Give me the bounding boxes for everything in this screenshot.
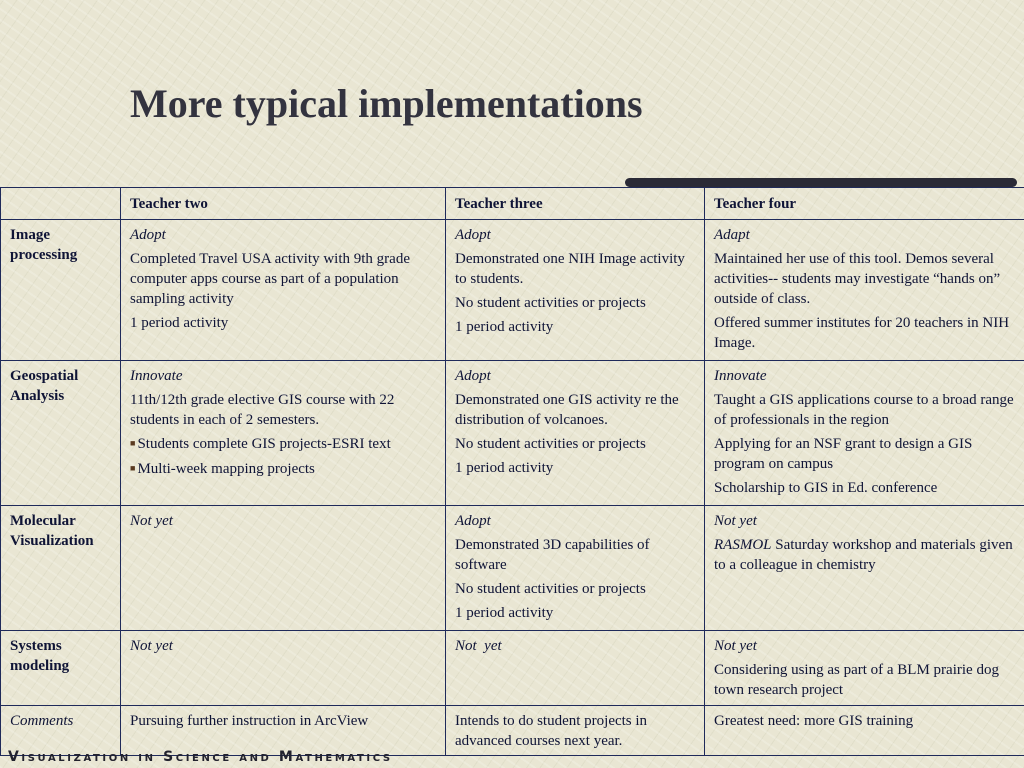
cell-line: No student activities or projects — [455, 581, 646, 597]
cell-line: Demonstrated one NIH Image activity to students. — [455, 251, 685, 287]
table-row — [1, 506, 1024, 631]
cell-teacher-three — [446, 631, 705, 706]
cell-line — [714, 535, 1015, 575]
rasmol-term: RASMOL — [714, 537, 772, 553]
header-teacher-three: Teacher three — [446, 188, 705, 220]
stage-label: Not yet — [714, 513, 757, 529]
cell-teacher-four — [705, 506, 1024, 631]
cell-teacher-four — [705, 220, 1024, 361]
table-row — [1, 361, 1024, 506]
cell-teacher-three — [446, 220, 705, 361]
table-header-row — [1, 188, 1024, 220]
cell-line: Applying for an NSF grant to design a GIS program on campus — [714, 436, 973, 472]
cell-teacher-two — [121, 631, 446, 706]
stage-label: Not yet — [455, 638, 502, 654]
cell-line: Considering using as part of a BLM prairie dog town research project — [714, 662, 999, 698]
table-row — [1, 631, 1024, 706]
cell-line: Maintained her use of this tool. Demos several activities-- students may investigate “hands on” outside of class. — [714, 251, 1001, 307]
rasmol-text: Saturday workshop and materials given to a colleague in chemistry — [714, 537, 1013, 573]
stage-label: Adopt — [455, 513, 491, 529]
cell-line: 11th/12th grade elective GIS course with 22 students in each of 2 semesters. — [130, 392, 395, 428]
decorative-bar — [625, 178, 1017, 187]
cell-line: Pursuing further instruction in ArcView — [130, 713, 369, 729]
stage-label: Innovate — [130, 368, 183, 384]
cell-line: Demonstrated one GIS activity re the distribution of volcanoes. — [455, 392, 679, 428]
header-teacher-four: Teacher four — [705, 188, 1024, 220]
stage-label: Adopt — [455, 368, 491, 384]
implementations-table — [0, 187, 1024, 756]
row-label-systems-modeling: Systems modeling — [1, 631, 121, 706]
slide-footer: Visualization in Science and Mathematics — [8, 749, 393, 765]
table-row — [1, 220, 1024, 361]
cell-teacher-four — [705, 706, 1024, 756]
stage-label: Adopt — [130, 227, 166, 243]
cell-teacher-three — [446, 361, 705, 506]
cell-teacher-three — [446, 506, 705, 631]
cell-teacher-two — [121, 220, 446, 361]
row-label-molecular-visualization: Molecular Visualization — [1, 506, 121, 631]
cell-line: Intends to do student projects in advanced courses next year. — [455, 713, 648, 749]
bullet-item: ■ Multi-week mapping projects — [130, 459, 436, 480]
header-empty-cell — [1, 188, 121, 220]
cell-line: No student activities or projects — [455, 295, 646, 311]
cell-line: 1 period activity — [130, 315, 229, 331]
row-label-comments: Comments — [1, 706, 121, 756]
cell-teacher-four — [705, 631, 1024, 706]
cell-line: Offered summer institutes for 20 teachers in NIH Image. — [714, 315, 1010, 351]
stage-label: Not yet — [130, 638, 173, 654]
cell-teacher-four — [705, 361, 1024, 506]
cell-teacher-three — [446, 706, 705, 756]
cell-line: Demonstrated 3D capabilities of software — [455, 537, 650, 573]
cell-line: Greatest need: more GIS training — [714, 713, 914, 729]
stage-label: Not yet — [714, 638, 757, 654]
cell-line: 1 period activity — [455, 605, 554, 621]
cell-teacher-two — [121, 506, 446, 631]
cell-line: Completed Travel USA activity with 9th grade computer apps course as part of a population sampling activity — [130, 251, 410, 307]
slide-title: More typical implementations — [130, 81, 643, 126]
stage-label: Adapt — [714, 227, 750, 243]
stage-label: Adopt — [455, 227, 491, 243]
stage-label: Not yet — [130, 513, 173, 529]
cell-line: No student activities or projects — [455, 436, 646, 452]
row-label-image-processing: Image processing — [1, 220, 121, 361]
stage-label: Innovate — [714, 368, 767, 384]
cell-line: Taught a GIS applications course to a broad range of professionals in the region — [714, 392, 1014, 428]
cell-line: 1 period activity — [455, 319, 554, 335]
cell-line: 1 period activity — [455, 460, 554, 476]
bullet-item: ■ Students complete GIS projects-ESRI text — [130, 434, 436, 455]
cell-line: Scholarship to GIS in Ed. conference — [714, 480, 938, 496]
cell-teacher-two — [121, 361, 446, 506]
row-label-geospatial-analysis: Geospatial Analysis — [1, 361, 121, 506]
header-teacher-two: Teacher two — [121, 188, 446, 220]
